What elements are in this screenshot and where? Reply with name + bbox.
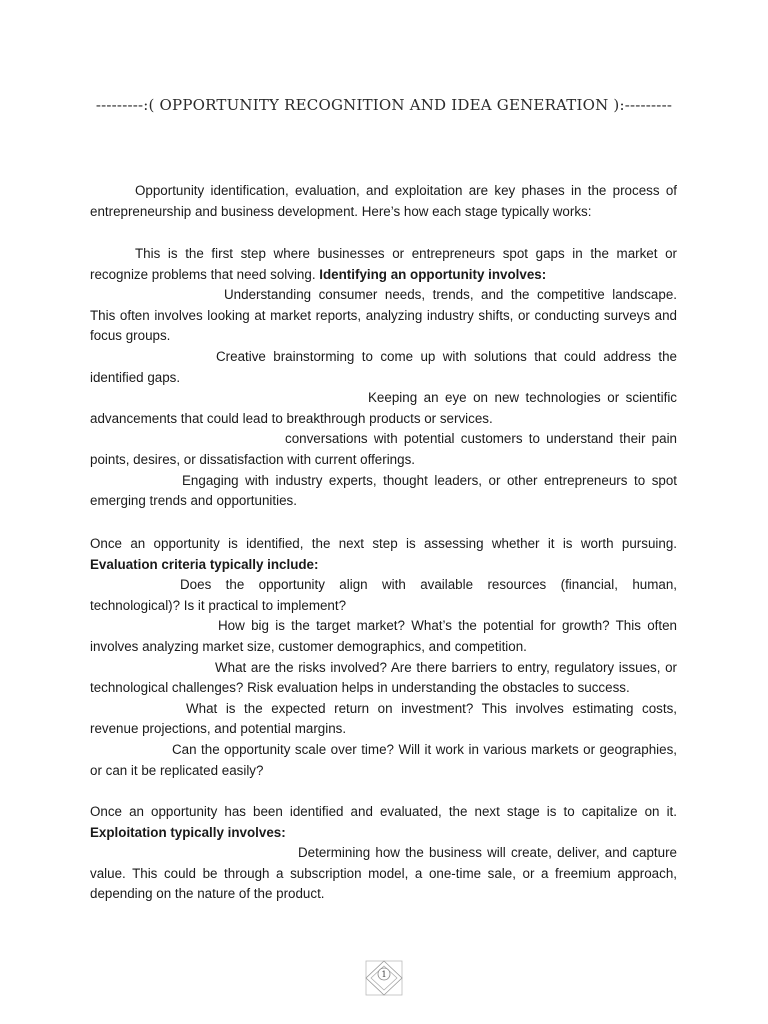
identification-lead [90,244,677,285]
exploitation-lead-bold: Exploitation typically involves: [90,824,286,840]
intro-paragraph [90,181,677,222]
evaluation-lead-bold: Evaluation criteria typically include: [90,556,319,572]
evaluation-item: How big is the target market? What’s the potential for growth? This often involves analyzing market size, customer demographics, and competition. [90,618,677,654]
evaluation-section [90,534,677,781]
page-number: 1 [381,970,387,979]
identification-item: Creative brainstorming to come up with solutions that could address the identified gaps. [90,348,677,385]
identification-item: conversations with potential customers to understand their pain points, desires, or dissatisfaction with current offerings. [90,431,677,467]
page-number-badge [365,960,403,996]
exploitation-lead-text: Once an opportunity has been identified and evaluated, the next stage is to capitalize on it. [90,804,677,819]
identification-item: Keeping an eye on new technologies or scientific advancements that could lead to breakthrough products or services. [90,390,677,426]
exploitation-lead [90,802,677,843]
evaluation-lead [90,534,677,575]
exploitation-section [90,802,677,905]
evaluation-item: What is the expected return on investment? This involves estimating costs, revenue projections, and potential margins. [90,700,677,737]
exploitation-item: Determining how the business will create, deliver, and capture value. This could be through a subscription model, a one-time sale, or a freemium approach, depending on the nature of the product. [90,845,677,902]
evaluation-item: Does the opportunity align with available resources (financial, human, technological)? Is it practical to implement? [90,577,677,613]
identification-section [90,244,677,512]
evaluation-lead-text: Once an opportunity is identified, the next step is assessing whether it is worth pursuing. [90,536,677,551]
evaluation-item: Can the opportunity scale over time? Will it work in various markets or geographies, or can it be replicated easily? [90,741,677,778]
identification-lead-bold: Identifying an opportunity involves: [319,266,547,282]
intro-text: Opportunity identification, evaluation, and exploitation are key phases in the process of entrepreneurship and business development. Here’s how each stage typically works: [90,183,677,219]
identification-item: Understanding consumer needs, trends, and the competitive landscape. This often involves looking at market reports, analyzing industry shifts, or conducting surveys and focus groups. [90,287,677,344]
evaluation-item: What are the risks involved? Are there barriers to entry, regulatory issues, or technological challenges? Risk evaluation helps in understanding the obstacles to success. [90,659,677,696]
identification-lead-text: This is the first step where businesses or entrepreneurs spot gaps in the market or recognize problems that need solving. [90,246,677,282]
identification-item: Engaging with industry experts, thought leaders, or other entrepreneurs to spot emerging trends and opportunities. [90,472,677,509]
page-title: ---------:( OPPORTUNITY RECOGNITION AND IDEA GENERATION ):--------- [95,96,673,114]
